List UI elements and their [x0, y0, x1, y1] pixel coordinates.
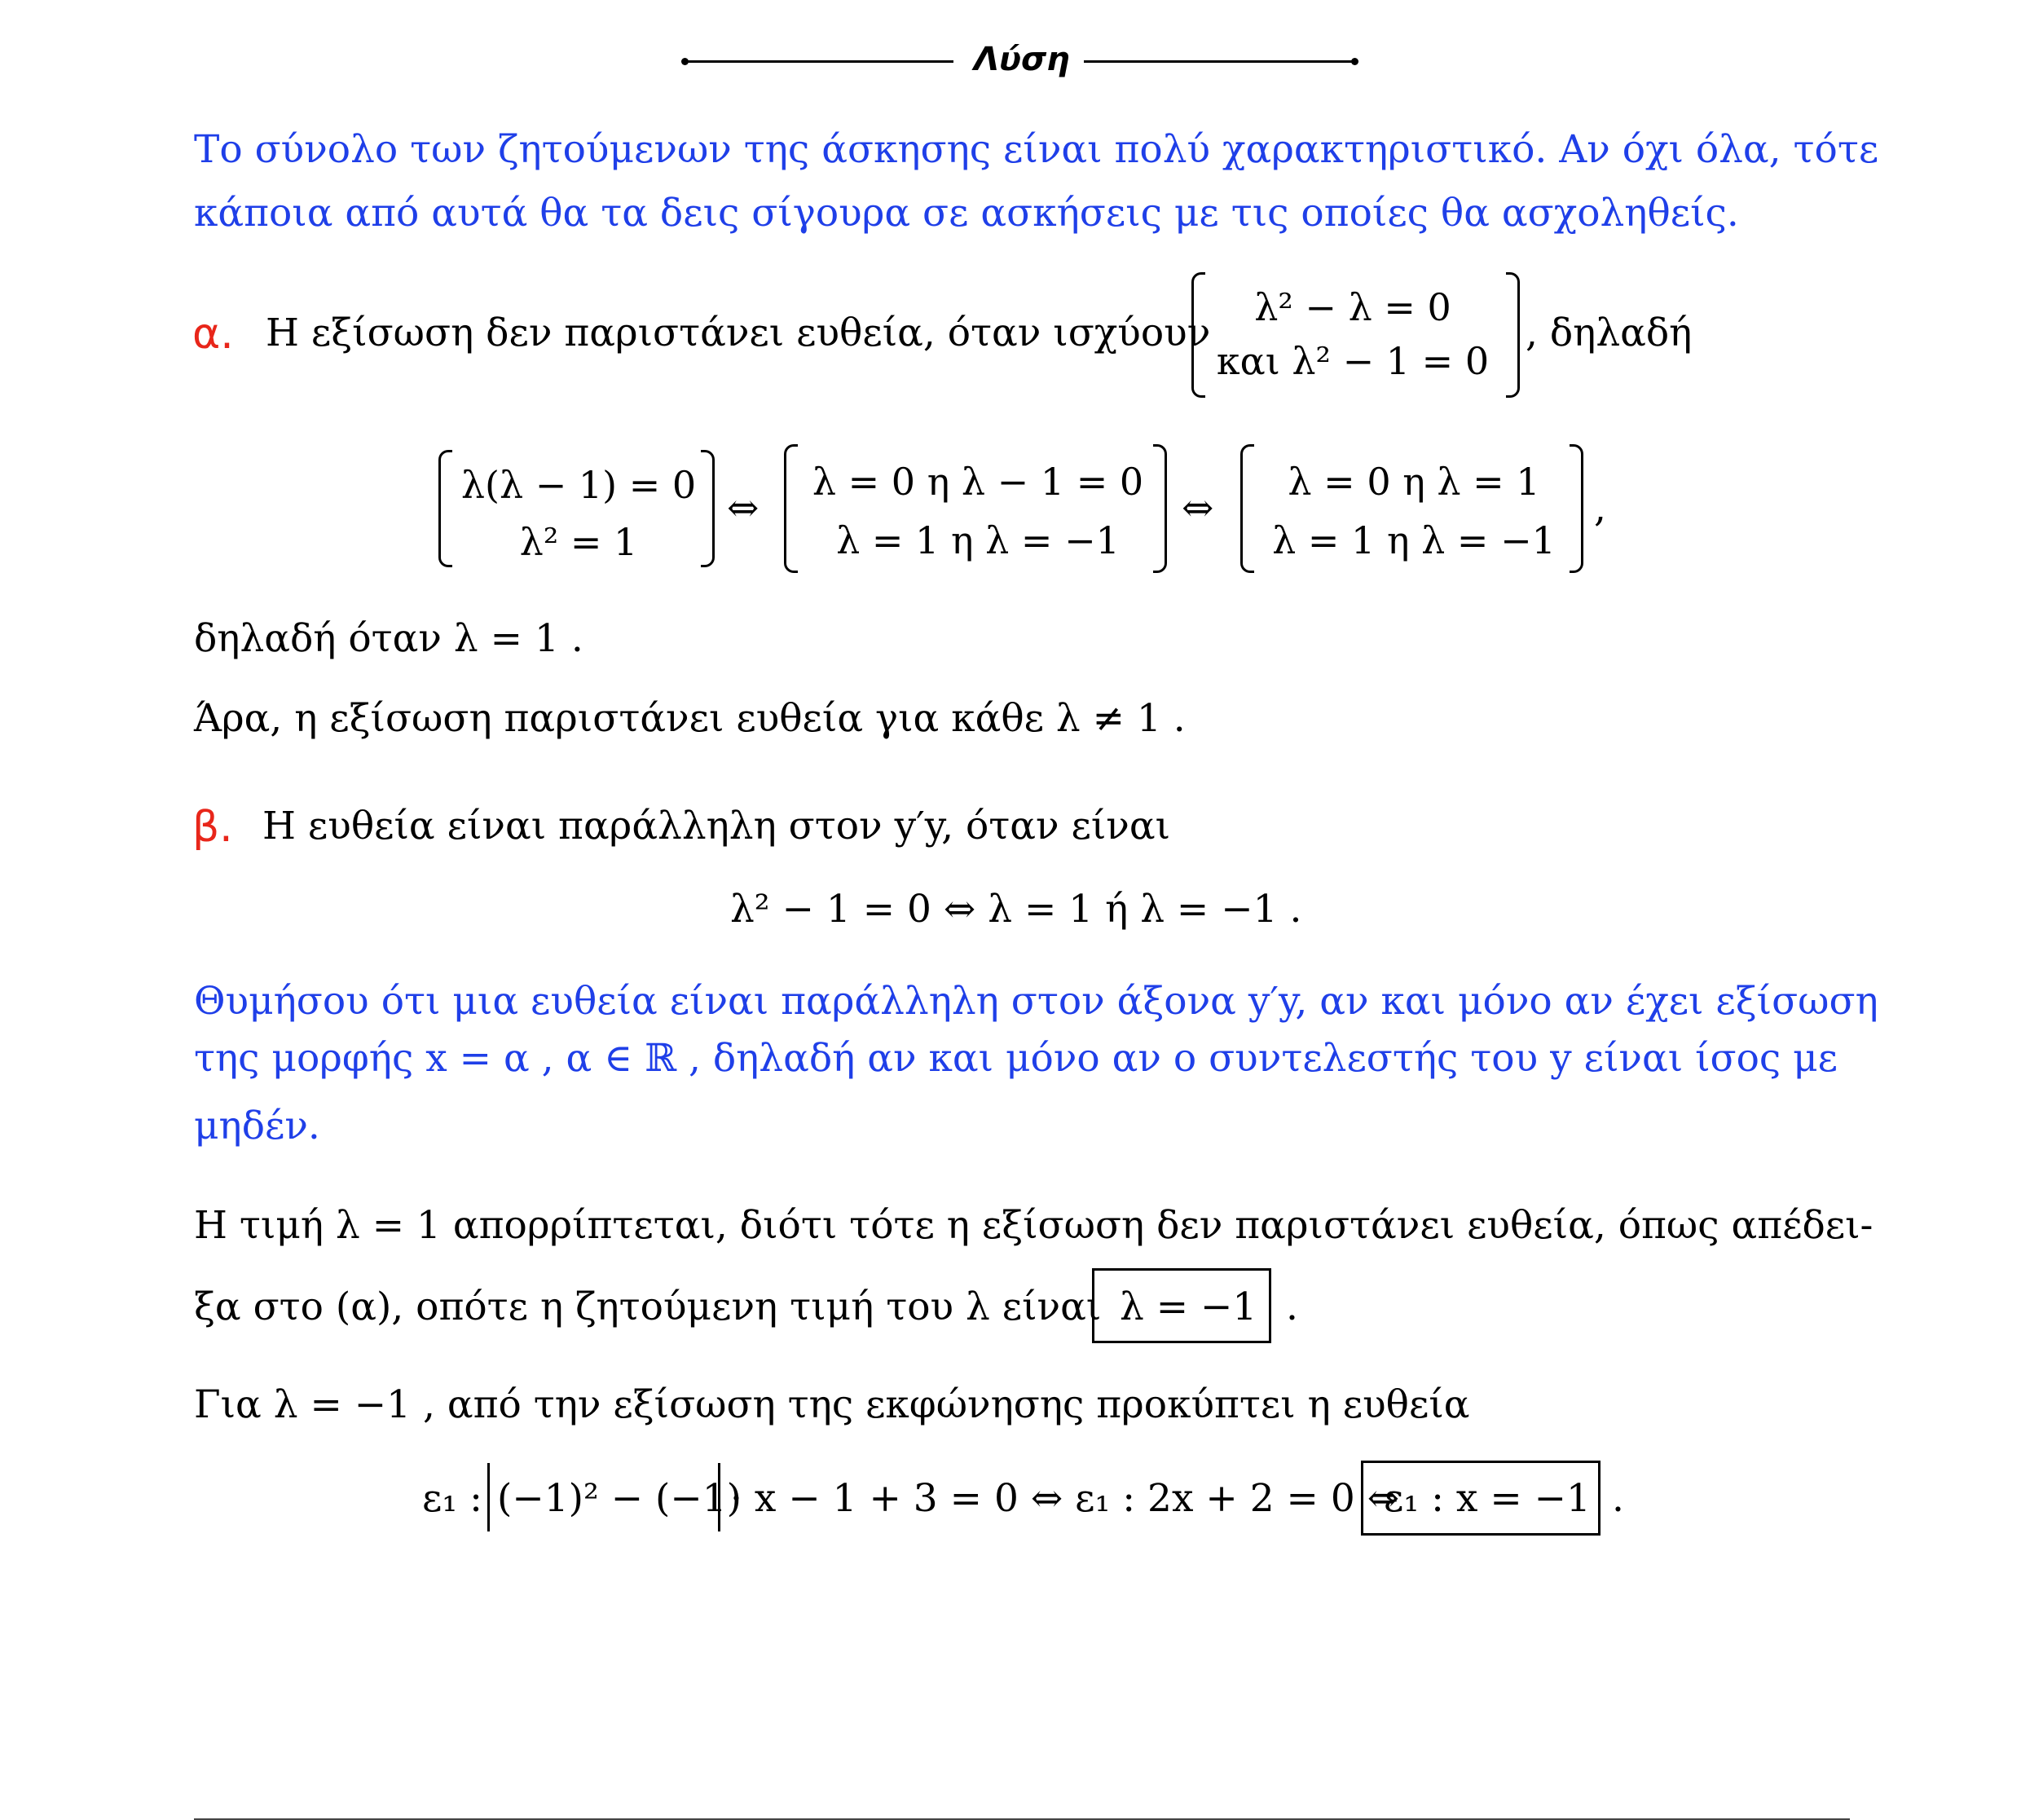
eq3-row-2: λ = 1 η λ = −1 — [1272, 518, 1556, 562]
part-a-conclusion-2: Άρα, η εξίσωση παριστάνει ευθεία για κάθε λ ≠ 1 . — [194, 696, 1186, 741]
brace-right — [1153, 444, 1167, 573]
eq3-row-1: λ = 0 η λ = 1 — [1288, 460, 1540, 504]
reject-line-2: ξα στο (α), οπότε η ζητούμενη τιμή του λ είναι — [194, 1285, 1102, 1329]
eq1-row-2: λ² = 1 — [519, 520, 638, 564]
answer-value: λ = −1 — [1120, 1285, 1257, 1329]
eq1-row-1: λ(λ − 1) = 0 — [460, 463, 697, 507]
answer-period: . — [1286, 1285, 1298, 1329]
reject-line-1: Η τιμή λ = 1 απορρίπτεται, διότι τότε η εξίσωση δεν παριστάνει ευθεία, όπως απέδει- — [194, 1203, 1873, 1248]
trailing-comma: , — [1594, 486, 1606, 531]
iff-symbol: ⇔ — [1182, 486, 1214, 531]
intro-line-1: Το σύνολο των ζητούμενων της άσκησης είναι πολύ χαρακτηριστικό. Αν όχι όλα, τότε — [194, 127, 1879, 172]
note-line-1: Θυμήσου ότι μια ευθεία είναι παράλληλη στον άξονα y′y, αν και μόνο αν έχει εξίσωση — [194, 979, 1878, 1024]
final-eq-prefix: ε₁ : — [422, 1476, 482, 1521]
brace-left — [1191, 272, 1205, 398]
part-a-conclusion-1: δηλαδή όταν λ = 1 . — [194, 616, 583, 661]
brace-left — [1240, 444, 1254, 573]
part-a-text: Η εξίσωση δεν παριστάνει ευθεία, όταν ισχύουν — [266, 311, 1211, 355]
note-line-2: της μορφής x = α , α ∈ ℝ , δηλαδή αν και μόνο αν ο συντελεστής του y είναι ίσος με — [194, 1036, 1838, 1081]
brace-left — [438, 450, 452, 567]
part-b-equation: λ² − 1 = 0 ⇔ λ = 1 ή λ = −1 . — [730, 887, 1302, 932]
final-period: . — [1612, 1476, 1624, 1521]
iff-symbol: ⇔ — [727, 486, 760, 531]
eq2-row-2: λ = 1 η λ = −1 — [836, 518, 1120, 562]
brace-right — [1506, 272, 1520, 398]
brace-left — [784, 444, 798, 573]
intro-line-2: κάποια από αυτά θα τα δεις σίγουρα σε ασκήσεις με τις οποίες θα ασχοληθείς. — [194, 191, 1739, 236]
page-title: Λύση — [974, 41, 1070, 78]
part-a-after: , δηλαδή — [1526, 311, 1693, 355]
part-a-label: α. — [192, 310, 234, 359]
for-line: Για λ = −1 , από την εξίσωση της εκφώνησης προκύπτει η ευθεία — [194, 1382, 1470, 1427]
header-right-dot — [1351, 58, 1358, 65]
system-1-row-1: λ² − λ = 0 — [1254, 285, 1451, 329]
note-line-3: μηδέν. — [194, 1104, 320, 1148]
final-answer: ε₁ : x = −1 — [1384, 1476, 1591, 1521]
final-eq-bracket: (−1)² − (−1) — [497, 1476, 742, 1521]
brace-right — [1570, 444, 1583, 573]
part-b-label: β. — [192, 803, 233, 852]
eq2-row-1: λ = 0 η λ − 1 = 0 — [812, 460, 1144, 504]
brace-right — [701, 450, 715, 567]
part-b-text: Η ευθεία είναι παράλληλη στον y′y, όταν είναι — [262, 804, 1171, 848]
final-eq-rest: · x − 1 + 3 = 0 ⇔ ε₁ : 2x + 2 = 0 ⇔ — [730, 1476, 1400, 1521]
header-right-rule — [1084, 60, 1354, 63]
system-1-row-2: και λ² − 1 = 0 — [1216, 339, 1490, 383]
header-left-rule — [686, 60, 953, 63]
